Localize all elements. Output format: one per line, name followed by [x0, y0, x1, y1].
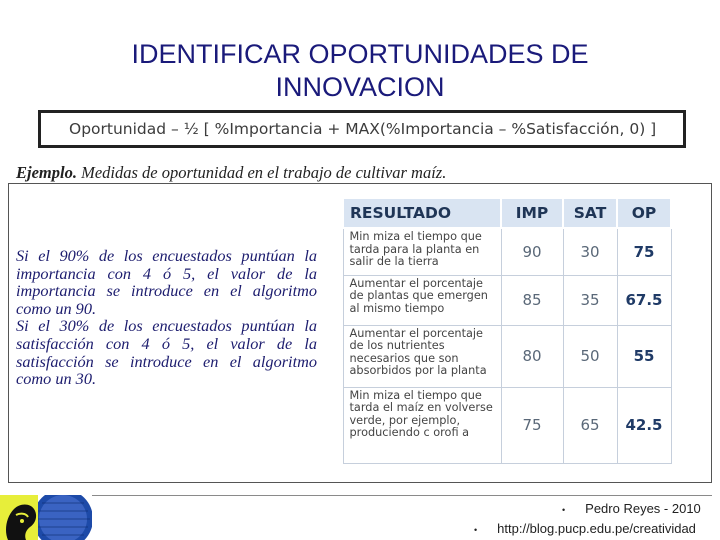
example-label: Ejemplo.: [16, 163, 77, 182]
example-explanation: [16, 247, 317, 388]
header-sat: SAT: [563, 198, 617, 228]
imp-cell: 75: [501, 387, 563, 463]
resultado-cell: Min miza el tiempo que tarda para la planta en salir de la tierra: [343, 228, 501, 275]
op-cell: 55: [617, 325, 671, 387]
footer-url: http://blog.pucp.edu.pe/creatividad: [497, 521, 696, 536]
title-line-2: INNOVACION: [275, 72, 445, 102]
table-row: [343, 325, 671, 387]
table-row: [343, 387, 671, 463]
table-row: [343, 228, 671, 275]
imp-cell: 90: [501, 228, 563, 275]
sat-cell: 30: [563, 228, 617, 275]
title-line-1: IDENTIFICAR OPORTUNIDADES DE: [131, 39, 589, 69]
formula-box: [38, 110, 686, 148]
bullet-icon: •: [474, 524, 478, 535]
footer-author: Pedro Reyes - 2010: [585, 501, 701, 516]
sat-cell: 65: [563, 387, 617, 463]
sat-cell: 35: [563, 275, 617, 325]
op-cell: 75: [617, 228, 671, 275]
university-logo: [0, 495, 92, 540]
opportunity-formula: Oportunidad – ½ [ %Importancia + MAX(%Importancia – %Satisfacción, 0) ]: [69, 120, 657, 138]
imp-cell: 85: [501, 275, 563, 325]
header-op: OP: [617, 198, 671, 228]
resultado-cell: Aumentar el porcentaje de plantas que emergen al mismo tiempo: [343, 275, 501, 325]
bullet-icon: •: [562, 504, 566, 515]
importance-paragraph: Si el 90% de los encuestados puntúan la importancia con 4 ó 5, el valor de la importancia se introduce en el algoritmo como un 90.: [16, 246, 317, 318]
header-imp: IMP: [501, 198, 563, 228]
satisfaction-paragraph: Si el 30% de los encuestados puntúan la satisfacción con 4 ó 5, el valor de la satisfacción se introduce en el algoritmo como un 30.: [16, 316, 317, 389]
example-heading-text: Medidas de oportunidad en el trabajo de cultivar maíz.: [76, 163, 447, 182]
footer-divider: [8, 495, 712, 496]
imp-cell: 80: [501, 325, 563, 387]
table-header-row: [343, 198, 671, 228]
op-cell: 42.5: [617, 387, 671, 463]
footer-author-line: [562, 501, 701, 516]
resultado-cell: Aumentar el porcentaje de los nutrientes necesarios que son absorbidos por la planta: [343, 325, 501, 387]
slide-title: [0, 38, 720, 104]
example-heading: [16, 163, 446, 183]
sat-cell: 50: [563, 325, 617, 387]
results-table: [342, 197, 672, 464]
resultado-cell: Min miza el tiempo que tarda el maíz en volverse verde, por ejemplo, produciendo c orofi a: [343, 387, 501, 463]
footer-url-line: [474, 521, 696, 536]
header-resultado: RESULTADO: [343, 198, 501, 228]
table-row: [343, 275, 671, 325]
op-cell: 67.5: [617, 275, 671, 325]
